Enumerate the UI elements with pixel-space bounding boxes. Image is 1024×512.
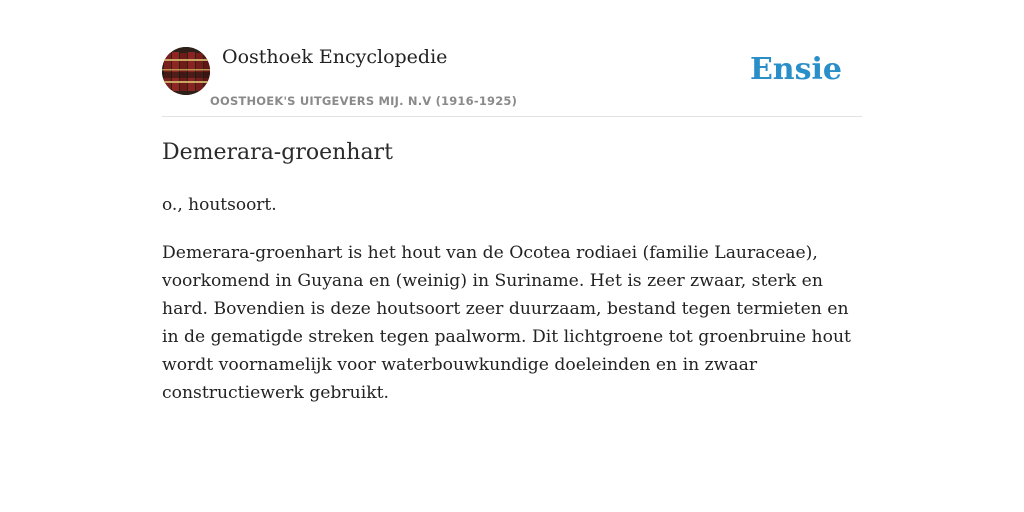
source-header — [162, 0, 862, 117]
article-part-of-speech: o., houtsoort. — [162, 195, 277, 215]
ensie-logo-link[interactable]: Ensie — [749, 52, 842, 87]
article-body: Demerara-groenhart is het hout van de Ocotea rodiaei (familie Lauraceae), voorkomend in Guyana en (weinig) in Suriname. Het is zeer zwaar, sterk en hard. Bovendien is deze houtsoort zeer duurzaam, bestand tegen termieten en in de gematigde streken tegen paalworm. Dit lichtgroene tot groenbruine hout wordt voornamelijk voor waterbouwkundige doeleinden en in zwaar constructiewerk gebruikt. — [162, 243, 851, 403]
source-publisher: OOSTHOEK'S UITGEVERS MIJ. N.V (1916-1925) — [210, 94, 518, 108]
article-card — [162, 0, 862, 403]
encyclopedia-books-icon[interactable] — [162, 47, 210, 95]
article-title: Demerara-groenhart — [162, 140, 393, 165]
source-title-link[interactable]: Oosthoek Encyclopedie — [222, 46, 448, 68]
